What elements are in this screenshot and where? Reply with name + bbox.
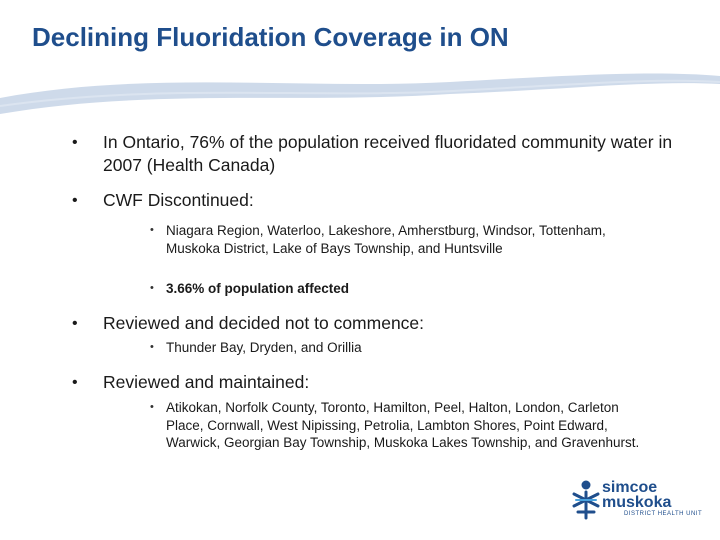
logo-line-1: simcoe (602, 479, 658, 496)
bullet-text: Niagara Region, Waterloo, Lakeshore, Amherstburg, Windsor, Tottenham, Muskoka District, Lake of Bays Township, and Huntsville (166, 223, 606, 256)
bullet-text: In Ontario, 76% of the population received fluoridated community water in 2007 (Health Canada) (103, 132, 673, 175)
bullet-marker: • (150, 224, 154, 236)
bullet-text: CWF Discontinued: (103, 190, 254, 210)
bullet-marker: • (150, 341, 154, 353)
bullet-marker: • (150, 401, 154, 413)
header-swoosh (0, 60, 720, 130)
slide-title: Declining Fluoridation Coverage in ON (32, 22, 509, 52)
bullet-marker: • (150, 282, 154, 294)
simcoe-muskoka-logo (572, 478, 703, 524)
bullet-marker: • (72, 315, 78, 332)
sub-bullet-not-commence-list (150, 339, 650, 357)
logo-figure-icon (572, 480, 600, 520)
bullet-marker: • (72, 192, 78, 209)
bullet-text: 3.66% of population affected (166, 281, 350, 296)
bullet-text: Reviewed and maintained: (103, 372, 310, 392)
bullet-fluoridation-stat (72, 131, 692, 177)
bullet-cwf-discontinued (72, 189, 692, 212)
logo-subtitle: DISTRICT HEALTH UNIT (624, 511, 703, 517)
sub-bullet-maintained-list (150, 399, 650, 452)
bullet-marker: • (72, 134, 78, 151)
bullet-marker: • (72, 374, 78, 391)
logo-line-2: muskoka (602, 494, 672, 511)
bullet-not-commence (72, 312, 692, 335)
bullet-maintained (72, 371, 692, 394)
bullet-text: Atikokan, Norfolk County, Toronto, Hamilton, Peel, Halton, London, Carleton Place, Cornwall, West Nipissing, Petrolia, Lambton Shores, Point Edward, Warwick, Georgian Bay Township, Muskoka Lakes Township, and Gravenhurst. (166, 400, 640, 450)
bullet-text: Thunder Bay, Dryden, and Orillia (166, 340, 362, 355)
sub-bullet-discontinued-list (150, 222, 650, 257)
bullet-text: Reviewed and decided not to commence: (103, 313, 425, 333)
sub-bullet-population-affected (150, 280, 650, 298)
